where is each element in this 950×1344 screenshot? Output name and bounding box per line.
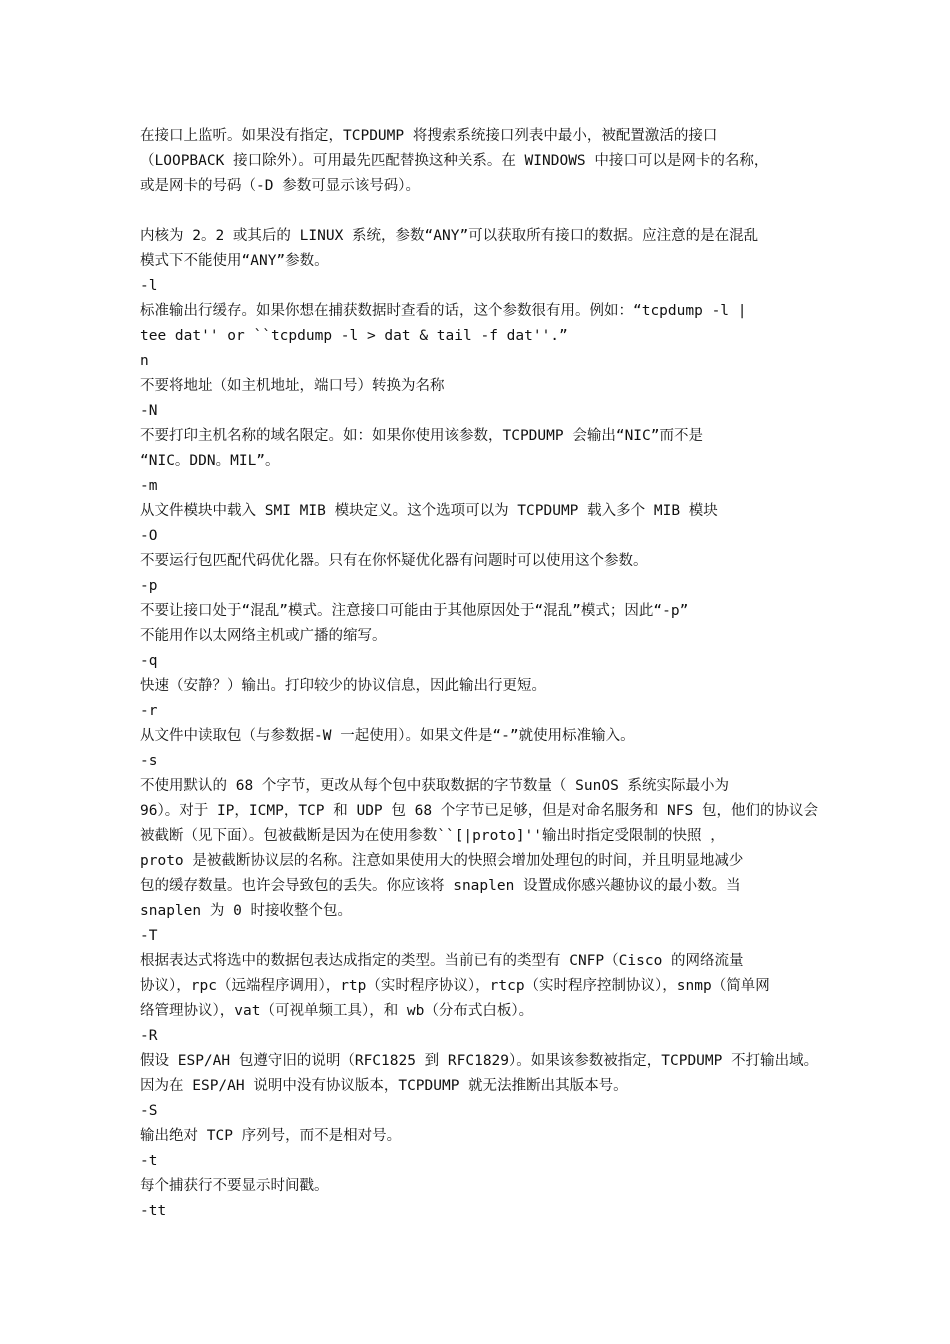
text-line: 不要运行包匹配代码优化器。只有在你怀疑优化器有问题时可以使用这个参数。 [140, 553, 648, 569]
text-line: 根据表达式将选中的数据包表达成指定的类型。当前已有的类型有 CNFP（Cisco 的网络流量 [140, 953, 744, 969]
text-line: tee dat'' or ``tcpdump -l > dat & tail -f dat''.” [140, 328, 568, 344]
text-line: 输出绝对 TCP 序列号，而不是相对号。 [140, 1128, 402, 1144]
text-line: 包的缓存数量。也许会导致包的丢失。你应该将 snaplen 设置成你感兴趣协议的最小数。当 [140, 878, 741, 894]
text-line: 内核为 2。2 或其后的 LINUX 系统，参数“ANY”可以获取所有接口的数据。应注意的是在混乱 [140, 228, 759, 244]
text-line: 不要让接口处于“混乱”模式。注意接口可能由于其他原因处于“混乱”模式；因此“-p” [140, 603, 689, 619]
text-line: -T [140, 928, 158, 944]
text-line: 不能用作以太网络主机或广播的缩写。 [140, 628, 387, 644]
text-line: 不要将地址（如主机地址，端口号）转换为名称 [140, 378, 445, 394]
text-line: 络管理协议），vat（可视单频工具），和 wb（分布式白板）。 [140, 1003, 534, 1019]
text-line: 从文件模块中载入 SMI MIB 模块定义。这个选项可以为 TCPDUMP 载入多个 MIB 模块 [140, 503, 718, 519]
text-line: 标准输出行缓存。如果你想在捕获数据时查看的话，这个参数很有用。例如：“tcpdump -l | [140, 303, 747, 319]
text-line: 模式下不能使用“ANY”参数。 [140, 253, 329, 269]
text-line: -r [140, 703, 158, 719]
text-line: 假设 ESP/AH 包遵守旧的说明（RFC1825 到 RFC1829）。如果该参数被指定，TCPDUMP 不打输出域。 [140, 1053, 819, 1069]
text-line: -t [140, 1153, 158, 1169]
text-line: （LOOPBACK 接口除外）。可用最先匹配替换这种关系。在 WINDOWS 中接口可以是网卡的名称， [140, 153, 769, 169]
text-line: -S [140, 1103, 158, 1119]
text-line: snaplen 为 0 时接收整个包。 [140, 903, 353, 919]
text-line: “NIC。DDN。MIL”。 [140, 453, 280, 469]
text-line: -tt [140, 1203, 167, 1219]
text-line: -l [140, 278, 158, 294]
text-line: -s [140, 753, 158, 769]
text-line: 每个捕获行不要显示时间戳。 [140, 1178, 329, 1194]
text-line: -q [140, 653, 158, 669]
text-line: -O [140, 528, 158, 544]
text-line: 被截断（见下面）。包被截断是因为在使用参数``[|proto]''输出时指定受限制的快照 ， [140, 828, 725, 844]
text-line: 不使用默认的 68 个字节，更改从每个包中获取数据的字节数量（ SunOS 系统实际最小为 [140, 778, 730, 794]
text-line: 在接口上监听。如果没有指定，TCPDUMP 将搜索系统接口列表中最小，被配置激活的接口 [140, 128, 718, 144]
text-line: 不要打印主机名称的域名限定。如：如果你使用该参数，TCPDUMP 会输出“NIC”而不是 [140, 428, 703, 444]
blank-line [140, 199, 830, 224]
text-line: -m [140, 478, 158, 494]
text-line: -N [140, 403, 158, 419]
text-line: 或是网卡的号码（-D 参数可显示该号码）。 [140, 178, 420, 194]
text-line: 96）。对于 IP，ICMP，TCP 和 UDP 包 68 个字节已足够，但是对命名服务和 NFS 包，他们的协议会 [140, 803, 818, 819]
text-line: -p [140, 578, 158, 594]
text-line: proto 是被截断协议层的名称。注意如果使用大的快照会增加处理包的时间，并且明显地减少 [140, 853, 744, 869]
text-line: 从文件中读取包（与参数据-W 一起使用）。如果文件是“-”就使用标准输入。 [140, 728, 635, 744]
text-line: n [140, 353, 149, 369]
document-body [140, 124, 830, 1224]
text-line: -R [140, 1028, 158, 1044]
text-line: 因为在 ESP/AH 说明中没有协议版本，TCPDUMP 就无法推断出其版本号。 [140, 1078, 628, 1094]
text-line: 快速（安静？）输出。打印较少的协议信息，因此输出行更短。 [140, 678, 546, 694]
text-line: 协议），rpc（远端程序调用），rtp（实时程序协议），rtcp（实时程序控制协议），snmp（简单网 [140, 978, 770, 994]
